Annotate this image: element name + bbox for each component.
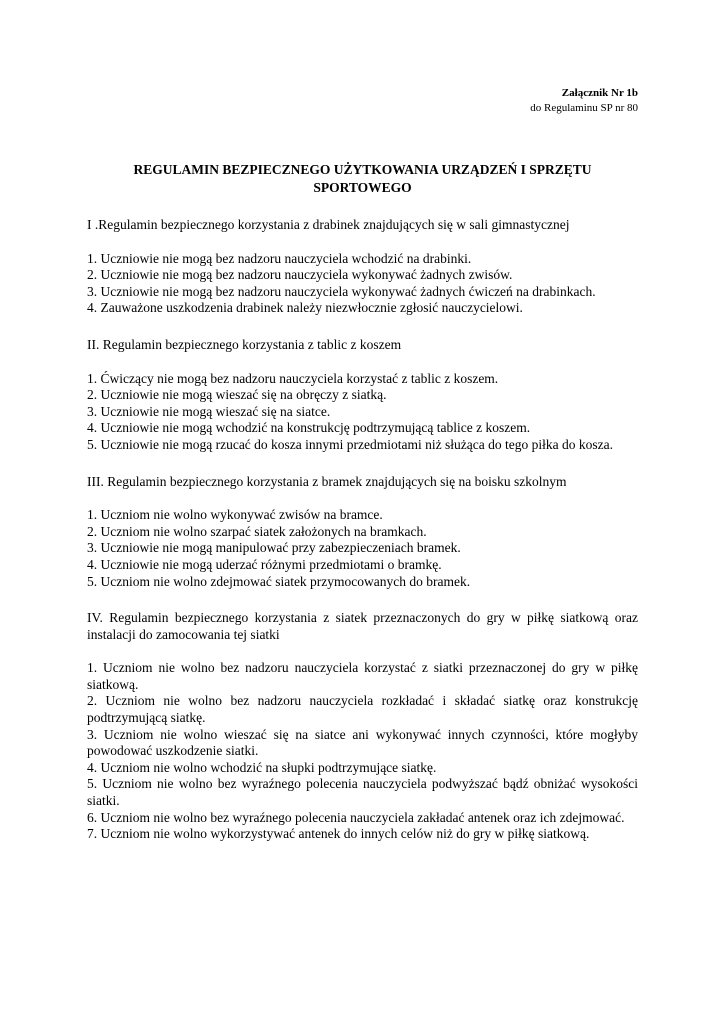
section-heading: II. Regulamin bezpiecznego korzystania z tablic z koszem [87,336,402,352]
rule-item: 3. Uczniom nie wolno wieszać się na siatce ani wykonywać innych czynności, które mogłyby powodować uszkodzenie siatki. [87,726,638,759]
rule-item: 1. Uczniom nie wolno wykonywać zwisów na bramce. [87,507,383,523]
annex-number: Załącznik Nr 1b [561,87,638,99]
rule-item: 6. Uczniom nie wolno bez wyraźnego polecenia nauczyciela zakładać antenek oraz ich zdejmować. [87,809,625,825]
rule-item: 7. Uczniom nie wolno wykorzystywać antenek do innych celów niż do gry w piłkę siatkową. [87,826,590,842]
rule-item: 5. Uczniom nie wolno zdejmować siatek przymocowanych do bramek. [87,573,471,589]
title-line-2: SPORTOWEGO [313,180,412,195]
rule-item: 5. Uczniowie nie mogą rzucać do kosza innymi przedmiotami niż służąca do tego piłka do kosza. [87,436,613,452]
rules-list [87,507,638,590]
section-heading: I .Regulamin bezpiecznego korzystania z drabinek znajdujących się w sali gimnastycznej [87,217,570,232]
section-volleyball-nets [87,610,638,843]
rule-item: 4. Uczniowie nie mogą wchodzić na konstrukcję podtrzymującą tablice z koszem. [87,420,531,436]
section-basketball-boards [87,337,638,454]
rule-item: 1. Uczniom nie wolno bez nadzoru nauczyciela korzystać z siatki przeznaczonej do gry w piłkę siatkową. [87,660,638,692]
section-goals [87,474,638,591]
annex-header [87,86,638,116]
rules-list [87,251,638,317]
rule-item: 4. Zauważone uszkodzenia drabinek należy niezwłocznie zgłosić nauczycielowi. [87,300,523,316]
rules-list [87,660,638,843]
rule-item: 2. Uczniowie nie mogą wieszać się na obręczy z siatką. [87,387,387,403]
rules-list [87,371,638,454]
rule-item: 2. Uczniom nie wolno szarpać siatek założonych na bramkach. [87,523,427,539]
section-heading: IV. Regulamin bezpiecznego korzystania z siatek przeznaczonych do gry w piłkę siatkową oraz instalacji do zamocowania tej siatki [87,610,638,642]
rule-item: 1. Uczniowie nie mogą bez nadzoru nauczyciela wchodzić na drabinki. [87,250,472,266]
rule-item: 3. Uczniowie nie mogą manipulować przy zabezpieczeniach bramek. [87,540,461,556]
rule-item: 3. Uczniowie nie mogą bez nadzoru nauczyciela wykonywać żadnych ćwiczeń na drabinkach. [87,283,596,299]
rule-item: 2. Uczniowie nie mogą bez nadzoru nauczyciela wykonywać żadnych zwisów. [87,267,513,283]
rule-item: 4. Uczniowie nie mogą uderzać różnymi przedmiotami o bramkę. [87,556,442,572]
section-heading: III. Regulamin bezpiecznego korzystania z bramek znajdujących się na boisku szkolnym [87,473,567,489]
rule-item: 5. Uczniom nie wolno bez wyraźnego polecenia nauczyciela podwyższać bądź obniżać wysokości siatki. [87,776,638,809]
rule-item: 4. Uczniom nie wolno wchodzić na słupki podtrzymujące siatkę. [87,759,437,775]
annex-reference: do Regulaminu SP nr 80 [530,102,638,114]
rule-item: 1. Ćwiczący nie mogą bez nadzoru nauczyciela korzystać z tablic z koszem. [87,370,499,386]
document-title [87,161,638,197]
title-line-1: REGULAMIN BEZPIECZNEGO UŻYTKOWANIA URZĄDZEŃ I SPRZĘTU [133,162,592,177]
rule-item: 3. Uczniowie nie mogą wieszać się na siatce. [87,403,331,419]
rule-item: 2. Uczniom nie wolno bez nadzoru nauczyciela rozkładać i składać siatkę oraz konstrukcję podtrzymującą siatkę. [87,693,638,726]
section-ladders [87,217,638,317]
